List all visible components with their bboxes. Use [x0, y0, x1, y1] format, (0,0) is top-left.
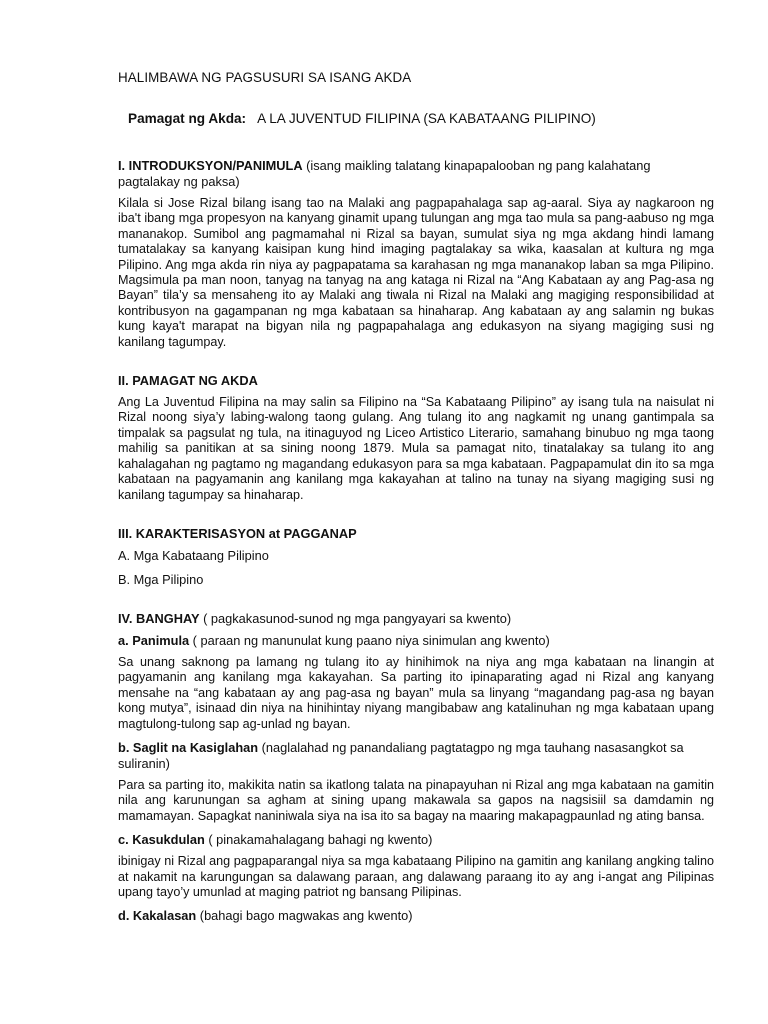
saglit-body: Para sa parting ito, makikita natin sa ikatlong talata na pinapayuhan ni Rizal ang mga kabataan na gamitin nila ang karunungan sa agham at sining upang makawala sa gapos na nagsisiil sa damdamin ng mamamayan. Sapagkat naniniwala siya na isa ito sa bagay na maaring makapagpaunlad ng ating bansa.	[118, 777, 714, 823]
karakter-item-a: A. Mga Kabataang Pilipino	[118, 547, 269, 563]
karakter-item-b: B. Mga Pilipino	[118, 571, 204, 587]
panimula-body: Sa unang saknong pa lamang ng tulang ito ay hinihimok na niya ang mga kabataan na linangin at pagyamanin ang kanilang mga kakayahan. Sa parting ito ipinaparating agad ni Rizal ang kanyang mensahe na “ang kabataan ay ang pag-asa ng bayan” mula sa linyang “magandang pag-asa ng bayan kong mutya”, isinaad din niya na hinihintay niyang mangibabaw ang katalinuhan ng mga kabataan upang magtulong-tulong sap ag-unlad ng bayan.	[118, 654, 714, 731]
kasukdulan-body: ibinigay ni Rizal ang pagpaparangal niya sa mga kabataang Pilipino na gamitin ang kanilang angking talino at nakamit na karungungan sa dalawang paraan, ang dalawang paraang ito ay ang i-angat ang Pilipinas upang tayo’y umunlad at maging patriot ng bansang Pilipinas.	[118, 854, 714, 899]
kakalasan-heading-note: (bahagi bago magwakas ang kwento)	[196, 908, 413, 924]
kakalasan-heading	[118, 908, 714, 924]
kasukdulan-heading-note: ( pinakamahalagang bahagi ng kwento)	[204, 832, 433, 848]
intro-heading-title: I. INTRODUKSYON/PANIMULA	[118, 158, 303, 173]
kasukdulan-heading	[118, 832, 714, 848]
pamagat-body: Ang La Juventud Filipina na may salin sa Filipino na “Sa Kabataang Pilipino” ay isang tula na naisulat ni Rizal noong siya’y labing-walong taong gulang. Ang tulang ito ang nagkamit ng unang gantimpala sa timpalak sa pagsulat ng tula, na itinaguyod ng Liceo Artistico Literario, samahang binubuo ng mga taong mahilig sa panitikan at sa sining noong 1879. Mula sa pamagat nito, tinatalakay sa tulang ito ang kahalagahan ng pagtamo ng magandang edukasyon para sa mga kabataan. Pagpapamulat din ito sa mga kabataan na pagyamanin ang kanilang mga kakayahan at talino na tunay na siyang magiging susi ng kanilang tagumpay sa hinaharap.	[118, 395, 714, 502]
panimula-heading-note: ( paraan ng manunulat kung paano niya sinimulan ang kwento)	[189, 632, 550, 648]
karakter-heading	[118, 526, 714, 542]
banghay-heading-note: ( pagkakasunod-sunod ng mga pangyayari sa kwento)	[199, 610, 512, 626]
pamagat-heading	[118, 373, 714, 389]
akda-title-line	[128, 111, 714, 126]
banghay-heading-title: IV. BANGHAY	[118, 610, 200, 626]
saglit-heading-note: (naglalahad ng panandaliang pagtatagpo ng mga tauhang nasasangkot sa suliranin)	[118, 739, 684, 771]
akda-title-label: Pamagat ng Akda:	[128, 111, 247, 126]
document-title: HALIMBAWA NG PAGSUSURI SA ISANG AKDA	[118, 70, 412, 85]
karakter-heading-title: III. KARAKTERISASYON at PAGGANAP	[118, 525, 357, 541]
banghay-heading	[118, 611, 714, 627]
saglit-heading	[118, 740, 714, 772]
panimula-heading	[118, 633, 714, 649]
kakalasan-heading-title: d. Kakalasan	[118, 908, 197, 924]
saglit-heading-title: b. Saglit na Kasiglahan	[118, 739, 259, 755]
pamagat-heading-title: II. PAMAGAT NG AKDA	[118, 373, 258, 389]
kasukdulan-heading-title: c. Kasukdulan	[118, 832, 205, 848]
akda-title-value: A LA JUVENTUD FILIPINA (SA KABATAANG PILIPINO)	[257, 111, 596, 126]
intro-heading-note: (isang maikling talatang kinapapalooban ng pang kalahatang pagtalakay ng paksa)	[118, 158, 651, 189]
intro-body: Kilala si Jose Rizal bilang isang tao na Malaki ang pagpapahalaga sap ag-aaral. Siya ay nagkaroon ng iba't ibang mga propesyon na kanyang ginamit upang tulungan ang mga tao mula sa pang-aabuso ng mga mananakop. Sumibol ang pagmamahal ni Rizal sa bayan, sumulat siya ng mga akdang hindi lamang tumatalakay sa kanyang kaisipan kung hind imaging pagtalakay sa wika, kaasalan at kultura ng mga Pilipino. Ang mga akda rin niya ay pagpapatama sa karahasan ng mga mananakop laban sa mga Pilipino. Magsimula pa man noon, tanyag na tanyag na ang kataga ni Rizal na “Ang Kabataan ay ang Pag-asa ng Bayan” tila’y sa mensaheng ito ay Malaki ang tiwala ni Rizal na Malaki ang magiging responsibilidad at kontribusyon na gagampanan ng mga kabataan sa hinaharap. Ang kabataan ay ang salamin ng bukas kung kaya't marapat na bigyan nila ng pagpapahalaga ang edukasyon na siyang magiging susi ng kanilang tagumpay.	[118, 196, 714, 349]
intro-heading	[118, 158, 714, 190]
panimula-heading-title: a. Panimula	[118, 632, 190, 648]
